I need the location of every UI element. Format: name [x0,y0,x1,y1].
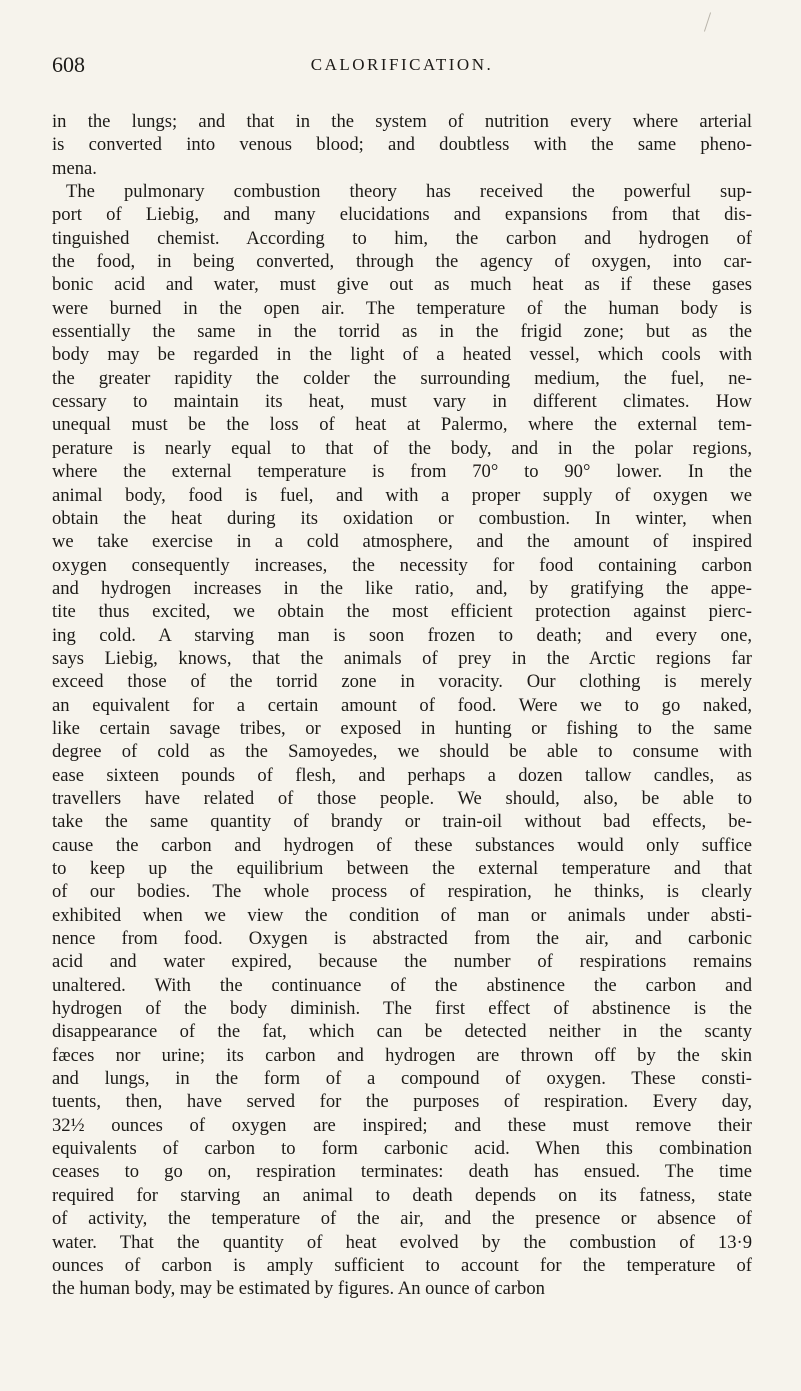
text-line: unequal must be the loss of heat at Palermo, where the external tem- [52,414,752,436]
text-line: body may be regarded in the light of a heated vessel, which cools with [52,344,752,366]
text-line: and hydrogen increases in the like ratio, and, by gratifying the appe- [52,577,752,599]
text-line: fæces nor urine; its carbon and hydrogen are thrown off by the skin [52,1044,752,1066]
text-line: port of Liebig, and many elucidations and expansions from that dis- [52,204,752,226]
text-line: the greater rapidity the colder the surrounding medium, the fuel, ne- [52,367,752,389]
text-line: ing cold. A starving man is soon frozen to death; and every one, [52,624,752,646]
text-line: animal body, food is fuel, and with a proper supply of oxygen we [52,484,752,506]
text-line: perature is nearly equal to that of the body, and in the polar regions, [52,437,752,459]
text-line: tuents, then, have served for the purposes of respiration. Every day, [52,1091,752,1113]
text-line: travellers have related of those people. We should, also, be able to [52,787,752,809]
text-line: mena. [52,157,97,179]
text-line: like certain savage tribes, or exposed in hunting or fishing to the same [52,717,752,739]
body-text [52,110,752,1301]
text-line: tite thus excited, we obtain the most efficient protection against pierc- [52,601,752,623]
text-line: disappearance of the fat, which can be detected neither in the scanty [52,1021,752,1043]
text-line: bonic acid and water, must give out as much heat as if these gases [52,274,752,296]
text-line: an equivalent for a certain amount of food. Were we to go naked, [52,694,752,716]
text-line: unaltered. With the continuance of the abstinence the carbon and [52,974,752,996]
running-head [52,50,752,80]
running-title: CALORIFICATION. [310,55,494,74]
text-line: cessary to maintain its heat, must vary in different climates. How [52,391,752,413]
text-line: is converted into venous blood; and doubtless with the same pheno- [52,134,752,156]
text-line: ease sixteen pounds of flesh, and perhaps a dozen tallow candles, as [52,764,752,786]
text-line: of activity, the temperature of the air, and the presence or absence of [52,1208,752,1230]
text-line: the human body, may be estimated by figures. An ounce of carbon [52,1278,545,1300]
text-line: ceases to go on, respiration terminates: death has ensued. The time [52,1161,752,1183]
text-line: hydrogen of the body diminish. The first effect of abstinence is the [52,998,752,1020]
text-line: were burned in the open air. The temperature of the human body is [52,297,752,319]
text-line: oxygen consequently increases, the necessity for food containing carbon [52,554,752,576]
text-line: water. That the quantity of heat evolved by the combustion of 13·9 [52,1231,752,1253]
text-line: says Liebig, knows, that the animals of prey in the Arctic regions far [52,647,752,669]
text-line: the food, in being converted, through the agency of oxygen, into car- [52,251,752,273]
text-line: of our bodies. The whole process of respiration, he thinks, is clearly [52,881,752,903]
text-line: required for starving an animal to death depends on its fatness, state [52,1184,752,1206]
text-line: equivalents of carbon to form carbonic acid. When this combination [52,1138,752,1160]
text-line: 32½ ounces of oxygen are inspired; and these must remove their [52,1114,752,1136]
text-line: ounces of carbon is amply sufficient to account for the temperature of [52,1254,752,1276]
text-line: in the lungs; and that in the system of nutrition every where arterial [52,111,752,132]
text-line: exceed those of the torrid zone in voracity. Our clothing is merely [52,671,752,693]
text-line: nence from food. Oxygen is abstracted from the air, and carbonic [52,928,752,950]
text-line: tinguished chemist. According to him, the carbon and hydrogen of [52,227,752,249]
text-line: we take exercise in a cold atmosphere, and the amount of inspired [52,531,752,553]
text-line: acid and water expired, because the number of respirations remains [52,951,752,973]
text-line: and lungs, in the form of a compound of oxygen. These consti- [52,1068,752,1090]
text-line: cause the carbon and hydrogen of these substances would only suffice [52,834,752,856]
text-line: essentially the same in the torrid as in the frigid zone; but as the [52,321,752,343]
text-line: degree of cold as the Samoyedes, we should be able to consume with [52,741,752,763]
text-line: to keep up the equilibrium between the external temperature and that [52,858,752,879]
text-line: The pulmonary combustion theory has received the powerful sup- [66,181,752,203]
text-line: obtain the heat during its oxidation or combustion. In winter, when [52,507,752,529]
page-number: 608 [52,52,85,77]
margin-mark [704,12,711,31]
text-line: where the external temperature is from 70° to 90° lower. In the [52,461,752,483]
text-line: exhibited when we view the condition of man or animals under absti- [52,904,752,926]
text-line: take the same quantity of brandy or train-oil without bad effects, be- [52,811,752,833]
